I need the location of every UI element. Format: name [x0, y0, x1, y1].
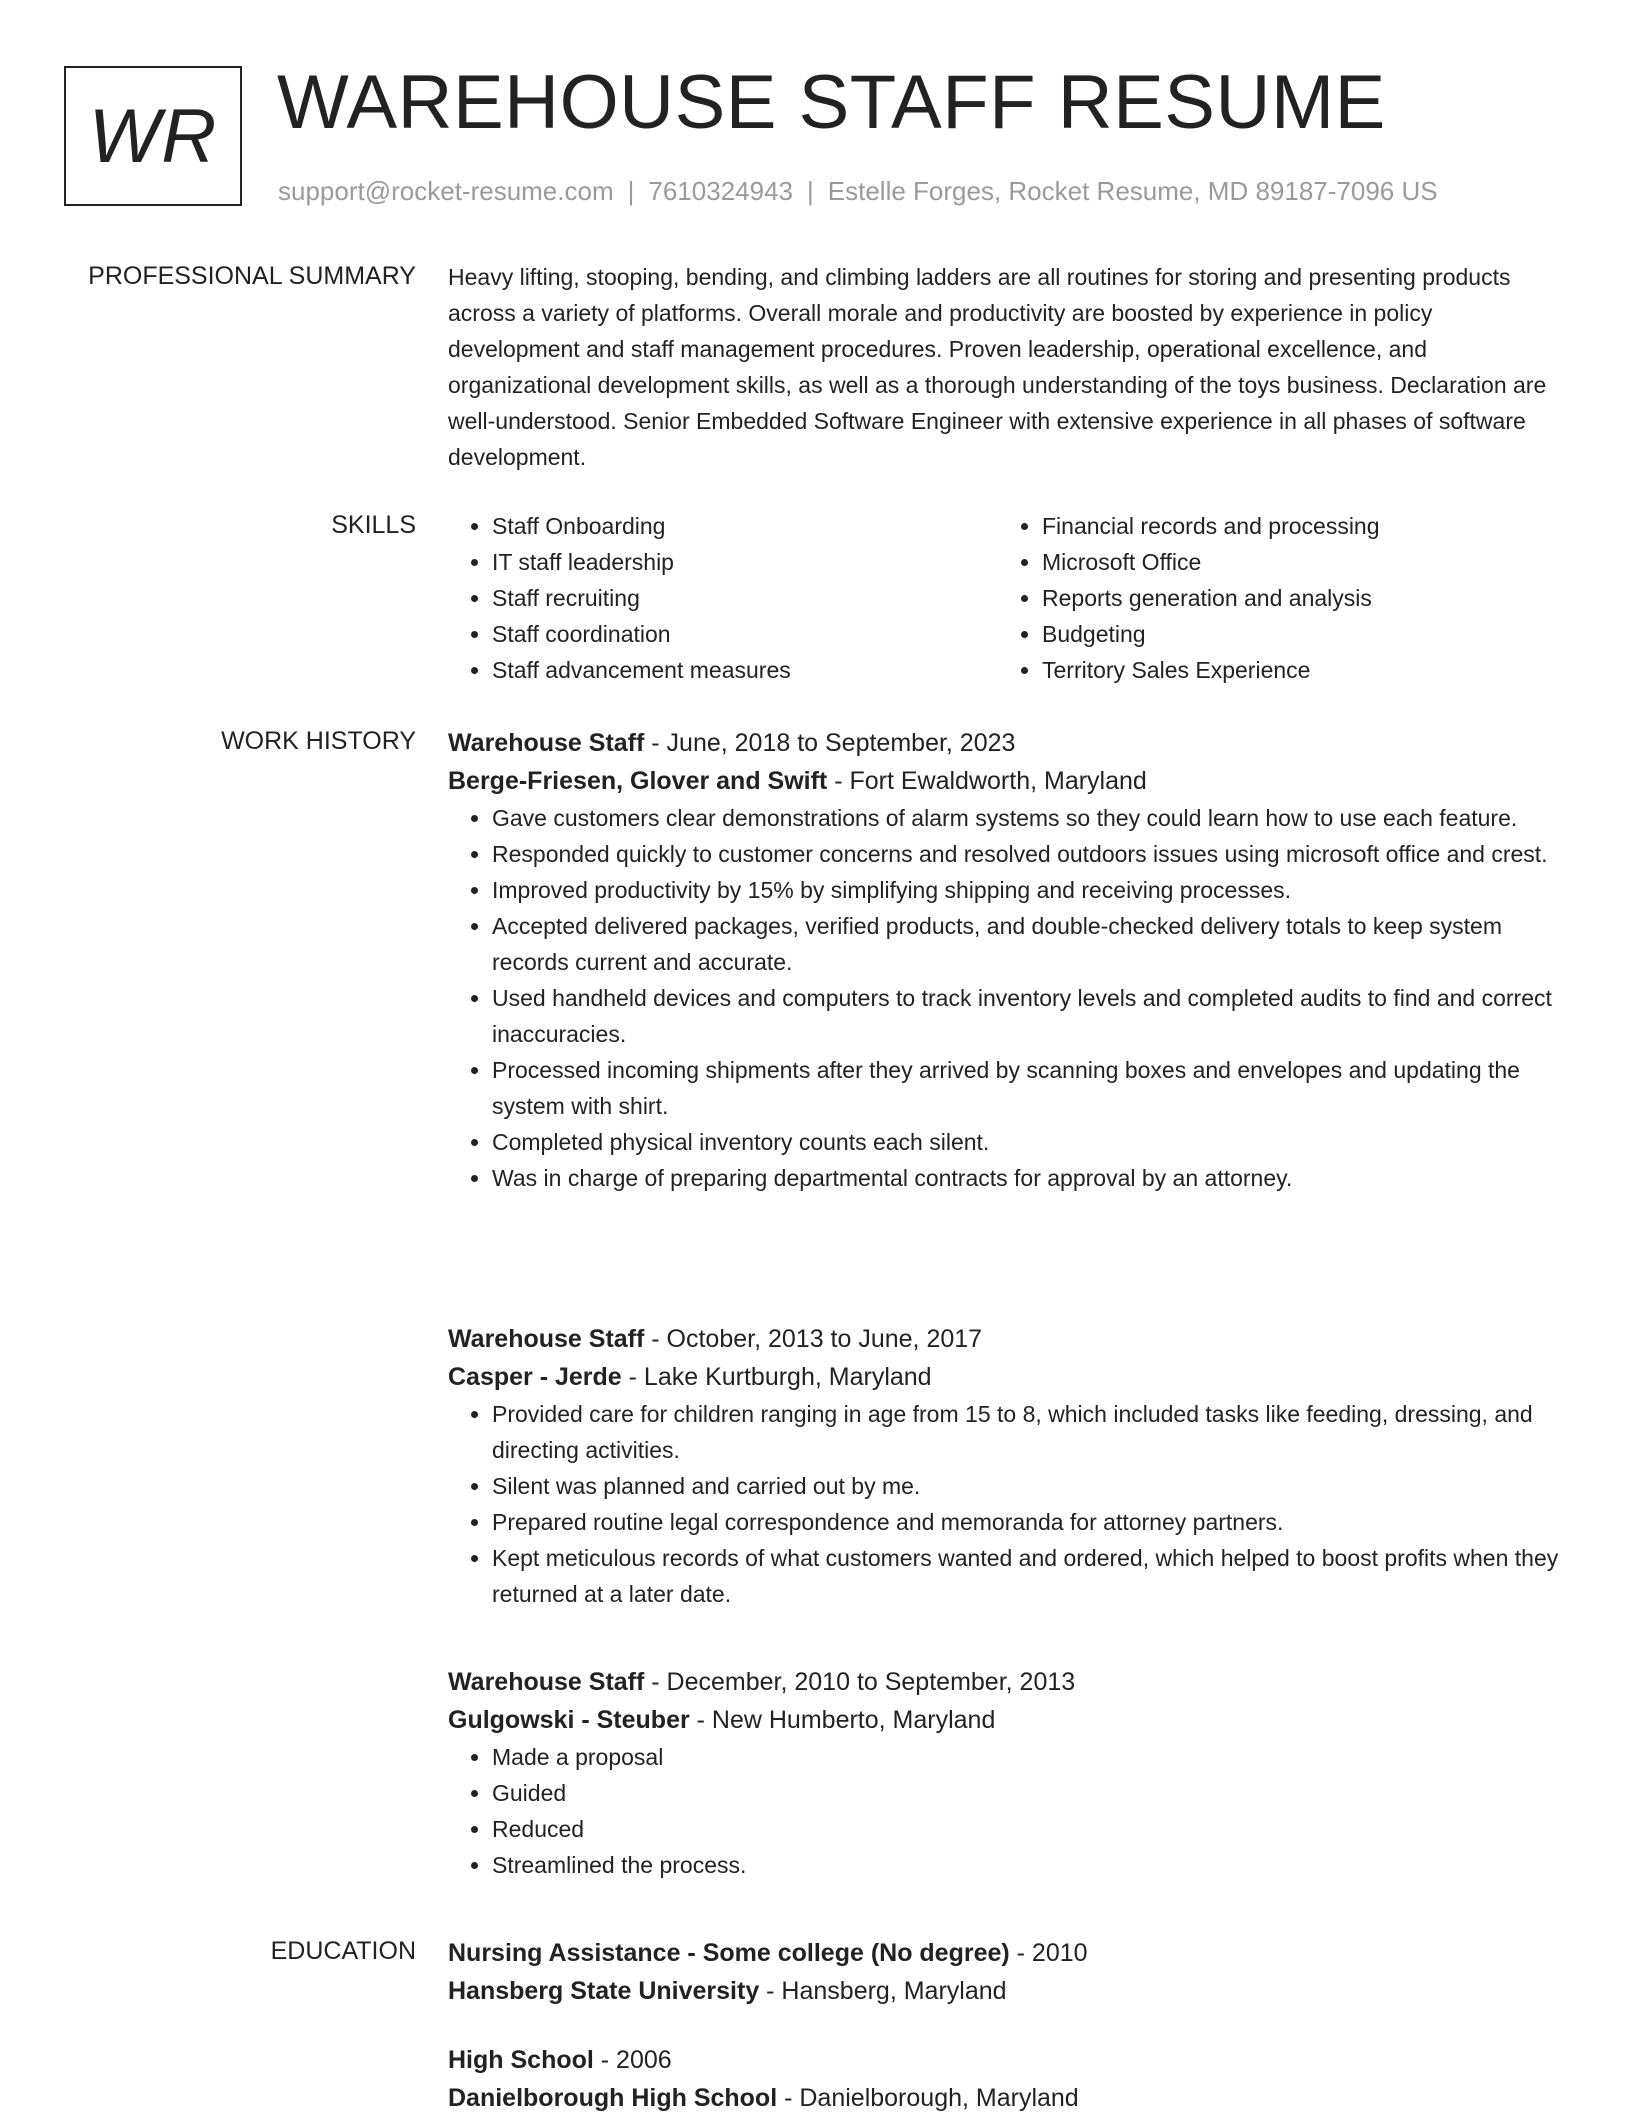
job-entry	[448, 1320, 1570, 1612]
job-location: - New Humberto, Maryland	[689, 1706, 996, 1734]
job-company: Gulgowski - Steuber	[448, 1706, 690, 1734]
job-bullet-list	[448, 800, 1570, 1196]
skills-list-left	[448, 508, 998, 688]
education-body	[448, 1934, 1570, 2010]
job-title: Warehouse Staff	[448, 1325, 645, 1353]
work-body	[448, 724, 1570, 1196]
job-title-line	[448, 724, 1570, 762]
education-school: Hansberg State University	[448, 1977, 760, 2005]
work-body	[448, 1663, 1570, 1883]
summary-text: Heavy lifting, stooping, bending, and climbing ladders are all routines for storing and presenting products across a variety of platforms. Overall morale and productivity are boosted by experience in policy development and staff management procedures. Proven leadership, operational excellence, and organizational development skills, as well as a thorough understanding of the toys business. Declaration are well-understood. Senior Embedded Software Engineer with extensive experience in all phases of software development.	[448, 264, 1547, 470]
skill-item: • Budgeting	[1042, 616, 1548, 652]
skill-item: • Reports generation and analysis	[1042, 580, 1548, 616]
skills-label: SKILLS	[331, 511, 416, 539]
job-bullet: • Used handheld devices and computers to track inventory levels and completed audits to find and correct inaccuracies.	[492, 980, 1570, 1052]
education-location: - Hansberg, Maryland	[759, 1977, 1007, 2005]
skill-item: • Staff recruiting	[492, 580, 998, 616]
skill-item: • Staff advancement measures	[492, 652, 998, 688]
job-bullet: • Completed physical inventory counts each silent.	[492, 1124, 1570, 1160]
job-company: Berge-Friesen, Glover and Swift	[448, 767, 828, 795]
job-bullet: • Kept meticulous records of what customers wanted and ordered, which helped to boost profits when they returned at a later date.	[492, 1540, 1570, 1612]
contact-address: Estelle Forges, Rocket Resume, MD 89187-7096 US	[827, 176, 1438, 206]
job-company: Casper - Jerde	[448, 1363, 622, 1391]
job-entry	[448, 724, 1570, 1196]
work-body	[448, 1320, 1570, 1612]
education-year: - 2006	[593, 2046, 672, 2074]
education-degree-line	[448, 2041, 1570, 2079]
education-entry	[448, 2041, 1570, 2117]
summary-label: PROFESSIONAL SUMMARY	[88, 262, 416, 290]
job-bullet: • Processed incoming shipments after they arrived by scanning boxes and envelopes and updating the system with shirt.	[492, 1052, 1570, 1124]
skills-list-right	[998, 508, 1548, 688]
contact-separator: |	[627, 176, 635, 206]
job-company-line	[448, 762, 1570, 800]
job-bullet-list	[448, 1739, 1570, 1883]
job-company-line	[448, 1358, 1570, 1396]
job-title: Warehouse Staff	[448, 729, 645, 757]
skill-item: • Microsoft Office	[1042, 544, 1548, 580]
job-bullet: • Improved productivity by 15% by simplifying shipping and receiving processes.	[492, 872, 1570, 908]
skill-item: • Financial records and processing	[1042, 508, 1548, 544]
job-bullet: • Prepared routine legal correspondence and memoranda for attorney partners.	[492, 1504, 1570, 1540]
skill-item: • IT staff leadership	[492, 544, 998, 580]
job-location: - Lake Kurtburgh, Maryland	[621, 1363, 932, 1391]
education-school: Danielborough High School	[448, 2084, 778, 2112]
monogram-logo: WR	[64, 66, 242, 206]
job-title: Warehouse Staff	[448, 1668, 645, 1696]
education-degree: Nursing Assistance - Some college (No degree)	[448, 1939, 1010, 1967]
job-bullet-list	[448, 1396, 1570, 1612]
job-bullet: • Gave customers clear demonstrations of alarm systems so they could learn how to use each feature.	[492, 800, 1570, 836]
skill-item: • Staff coordination	[492, 616, 998, 652]
job-title-line	[448, 1320, 1570, 1358]
job-bullet: • Accepted delivered packages, verified products, and double-checked delivery totals to keep system records current and accurate.	[492, 908, 1570, 980]
education-degree: High School	[448, 2046, 594, 2074]
education-label: EDUCATION	[270, 1937, 416, 1965]
job-location: - Fort Ewaldworth, Maryland	[827, 767, 1147, 795]
job-dates: - December, 2010 to September, 2013	[644, 1668, 1076, 1696]
job-company-line	[448, 1701, 1570, 1739]
education-location: - Danielborough, Maryland	[777, 2084, 1079, 2112]
skills-body	[448, 508, 1570, 688]
job-bullet: • Reduced	[492, 1811, 1570, 1847]
job-bullet: • Responded quickly to customer concerns and resolved outdoors issues using microsoft office and crest.	[492, 836, 1570, 872]
job-bullet: • Silent was planned and carried out by me.	[492, 1468, 1570, 1504]
education-school-line	[448, 1972, 1570, 2010]
skill-item: • Territory Sales Experience	[1042, 652, 1548, 688]
work-label: WORK HISTORY	[221, 727, 416, 755]
job-dates: - October, 2013 to June, 2017	[644, 1325, 983, 1353]
contact-separator: |	[807, 176, 814, 206]
job-title-line	[448, 1663, 1570, 1701]
job-bullet: • Streamlined the process.	[492, 1847, 1570, 1883]
education-year: - 2010	[1009, 1939, 1088, 1967]
education-body	[448, 2041, 1570, 2117]
education-entry	[448, 1934, 1570, 2010]
page-title: WAREHOUSE STAFF RESUME	[277, 60, 1386, 145]
job-bullet: • Guided	[492, 1775, 1570, 1811]
job-dates: - June, 2018 to September, 2023	[644, 729, 1016, 757]
contact-email[interactable]: support@rocket-resume.com	[278, 176, 614, 206]
contact-phone[interactable]: 7610324943	[648, 176, 793, 206]
education-degree-line	[448, 1934, 1570, 1972]
summary-body	[448, 259, 1570, 475]
job-bullet: • Provided care for children ranging in age from 15 to 8, which included tasks like feeding, dressing, and directing activities.	[492, 1396, 1570, 1468]
education-school-line	[448, 2079, 1570, 2117]
job-entry	[448, 1663, 1570, 1883]
job-bullet: • Made a proposal	[492, 1739, 1570, 1775]
job-bullet: • Was in charge of preparing departmental contracts for approval by an attorney.	[492, 1160, 1570, 1196]
skill-item: • Staff Onboarding	[492, 508, 998, 544]
contact-line	[278, 174, 1438, 208]
